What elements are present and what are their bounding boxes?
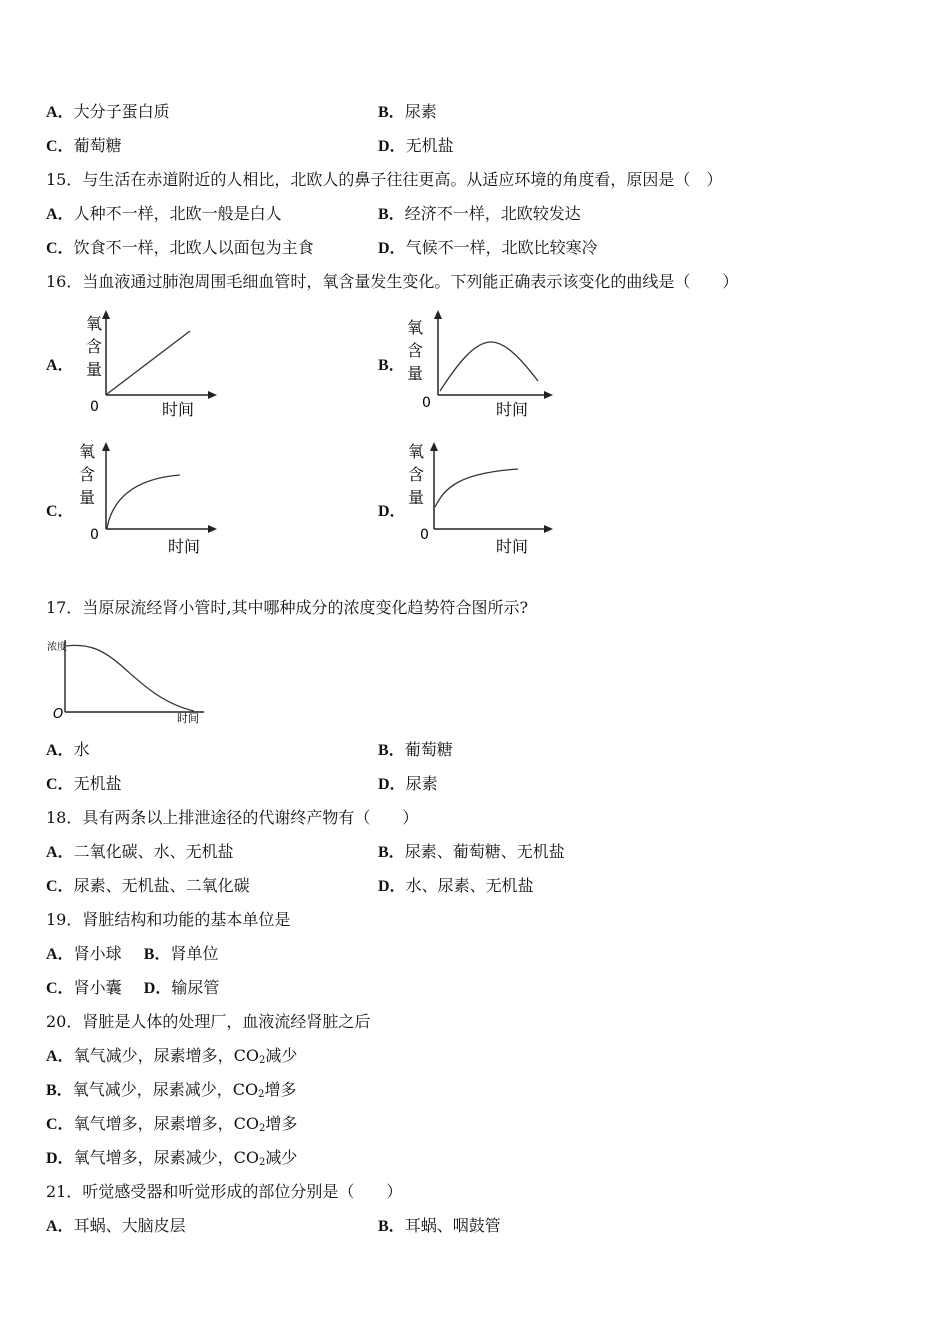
- q18-option-c: C．尿素、无机盐、二氧化碳: [46, 876, 250, 895]
- q16-graph-c: [70, 437, 230, 562]
- q16-graph-b: [400, 305, 570, 425]
- q20-option-a: A．氧气减少，尿素增多，$CO_2$减少: [46, 1046, 298, 1066]
- x-label: 时间: [496, 537, 529, 556]
- q20-option-b: B．氧气减少，尿素减少，$CO_2$增多: [46, 1080, 297, 1100]
- x-axis-label: 时间: [177, 712, 199, 725]
- q17-stem: 17．当原尿流经肾小管时,其中哪种成分的浓度变化趋势符合图所示?: [46, 598, 529, 617]
- q18-option-b: B．尿素、葡萄糖、无机盐: [378, 842, 565, 861]
- q15-option-c: C．饮食不一样，北欧人以面包为主食: [46, 238, 314, 257]
- curve-a: [107, 331, 190, 394]
- y-label-3: 量: [86, 360, 103, 379]
- q21-option-b: B．耳蜗、咽鼓管: [378, 1216, 501, 1235]
- q18-option-d: D．水、尿素、无机盐: [378, 876, 534, 895]
- q19-stem: 19．肾脏结构和功能的基本单位是: [46, 910, 291, 929]
- origin-label: O: [53, 707, 64, 722]
- q17-option-a: A．水: [46, 740, 90, 759]
- y-label-3: 量: [408, 488, 425, 507]
- origin-label: 0: [90, 527, 99, 543]
- q18-option-a: A．二氧化碳、水、无机盐: [46, 842, 234, 861]
- origin-label: 0: [420, 527, 429, 543]
- x-label: 时间: [162, 400, 195, 419]
- y-label-1: 氧: [408, 442, 425, 461]
- q16-graph-d: [400, 437, 570, 562]
- curve-c: [107, 475, 180, 528]
- y-label-1: 氧: [407, 318, 424, 337]
- y-label-3: 量: [79, 488, 96, 507]
- q16-option-a-label: A．: [46, 357, 74, 374]
- q20-stem: 20．肾脏是人体的处理厂，血液流经肾脏之后: [46, 1012, 371, 1031]
- q15-option-d: D．气候不一样，北欧比较寒冷: [378, 238, 598, 257]
- q16-option-d-label: D．: [378, 503, 406, 520]
- y-axis-label: 浓度: [47, 642, 67, 653]
- y-label-2: 含: [407, 341, 424, 360]
- q20-option-c: C．氧气增多，尿素增多，$CO_2$增多: [46, 1114, 298, 1134]
- q16-stem: 16．当血液通过肺泡周围毛细血管时，氧含量发生变化。下列能正确表示该变化的曲线是（ ）: [46, 272, 739, 291]
- y-label-1: 氧: [86, 314, 103, 333]
- y-label-2: 含: [86, 337, 103, 356]
- q14-option-a: A．大分子蛋白质: [46, 102, 170, 121]
- q16-option-c-label: C．: [46, 503, 74, 520]
- q16-option-b-label: B．: [378, 357, 405, 374]
- y-label-2: 含: [408, 465, 425, 484]
- curve-d: [435, 469, 518, 507]
- curve-b: [440, 342, 538, 391]
- q20-option-d: D．氧气增多，尿素减少，$CO_2$减少: [46, 1148, 298, 1168]
- q15-option-a: A．人种不一样，北欧一般是白人: [46, 204, 282, 223]
- q16-graph-a: [70, 305, 230, 425]
- curve: [66, 645, 194, 711]
- q17-option-c: C．无机盐: [46, 774, 122, 793]
- y-label-1: 氧: [79, 442, 96, 461]
- q19-options-ab: A．肾小球 B．肾单位: [46, 944, 219, 963]
- origin-label: 0: [422, 395, 431, 411]
- q17-option-d: D．尿素: [378, 774, 438, 793]
- q17-graph: [44, 628, 214, 728]
- y-label-3: 量: [407, 364, 424, 383]
- y-label-2: 含: [79, 465, 96, 484]
- x-label: 时间: [168, 537, 201, 556]
- q21-option-a: A．耳蜗、大脑皮层: [46, 1216, 186, 1235]
- q17-option-b: B．葡萄糖: [378, 740, 453, 759]
- q19-options-cd: C．肾小囊 D．输尿管: [46, 978, 220, 997]
- q15-option-b: B．经济不一样，北欧较发达: [378, 204, 581, 223]
- q14-option-b: B．尿素: [378, 102, 437, 121]
- origin-label: 0: [90, 399, 99, 415]
- q18-stem: 18．具有两条以上排泄途径的代谢终产物有（ ）: [46, 808, 419, 827]
- q14-option-c: C．葡萄糖: [46, 136, 122, 155]
- q21-stem: 21．听觉感受器和听觉形成的部位分别是（ ）: [46, 1182, 403, 1201]
- q14-option-d: D．无机盐: [378, 136, 454, 155]
- x-label: 时间: [496, 400, 529, 419]
- q15-stem: 15．与生活在赤道附近的人相比，北欧人的鼻子往往更高。从适应环境的角度看，原因是（ ）: [46, 170, 723, 189]
